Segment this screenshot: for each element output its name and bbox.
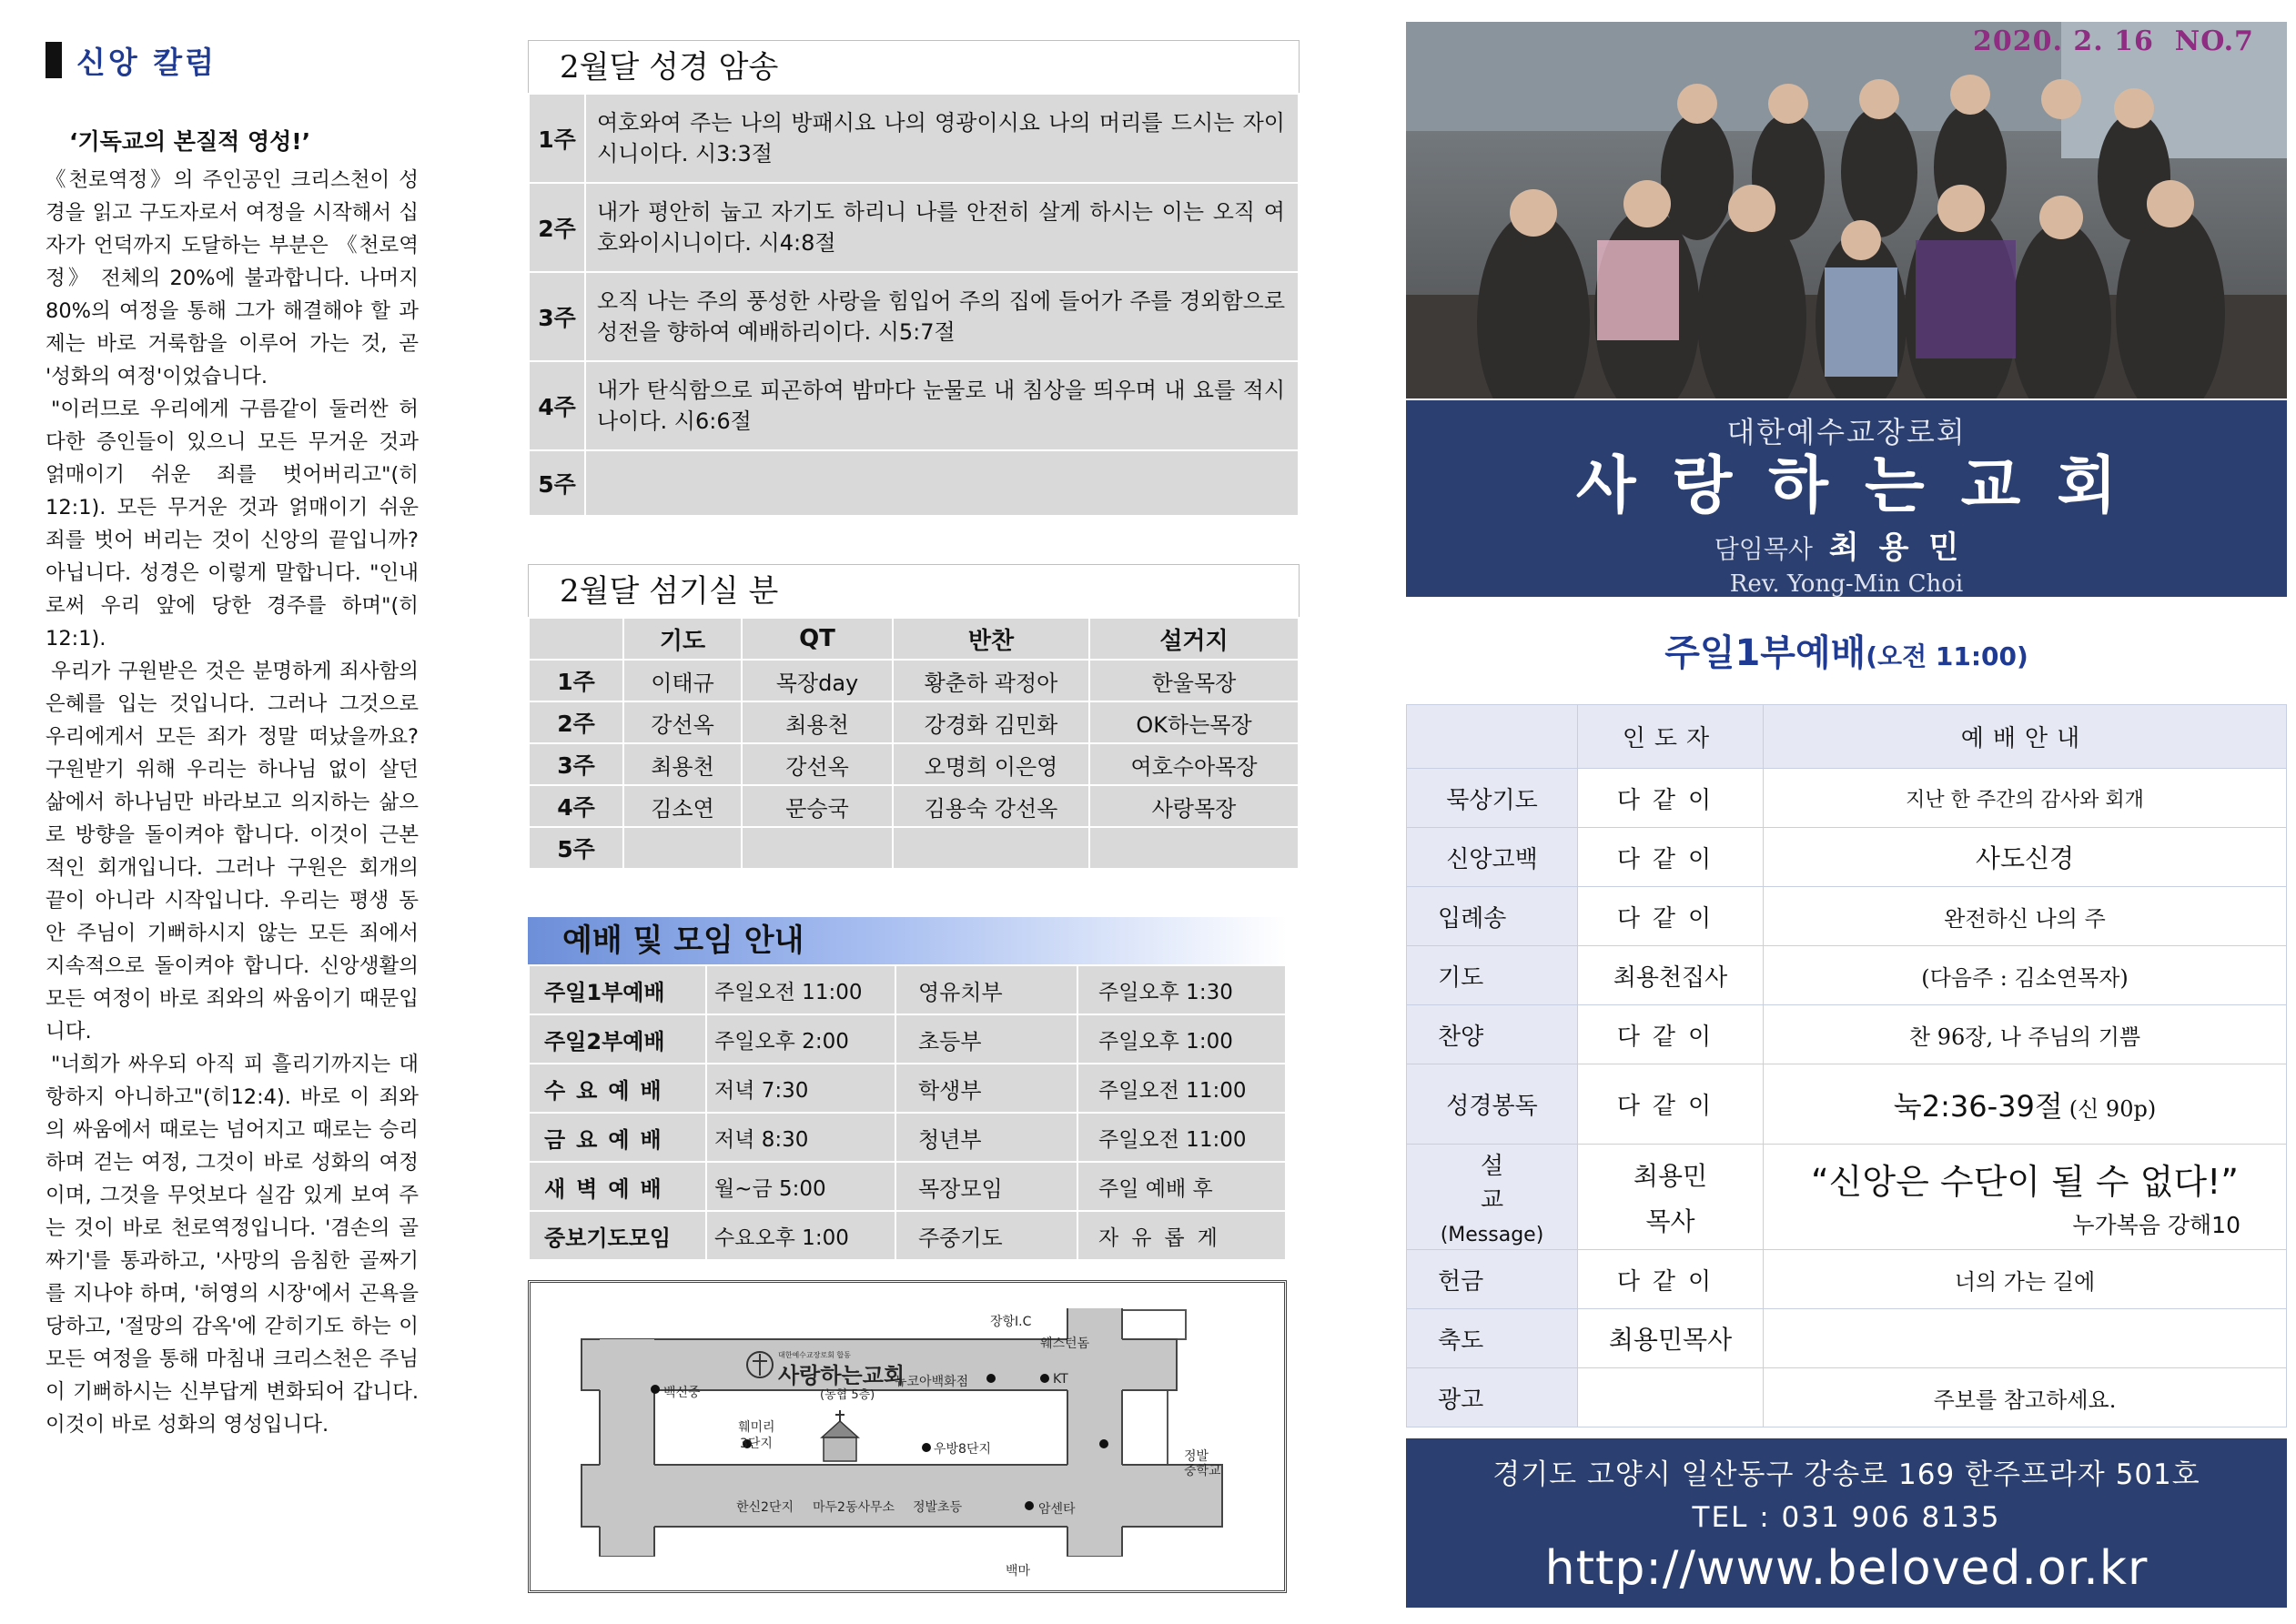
table-cell: 김용숙 강선옥 [893,785,1089,827]
pastor-line [1406,522,2287,567]
church-building-icon [822,1410,858,1461]
contact-band [1406,1438,2287,1608]
table-row [529,1014,1286,1064]
scripture-reference: 눅2:36-39절 [1893,1088,2063,1124]
table-cell: 한울목장 [1089,660,1299,701]
order-leader: 다같이 [1578,887,1764,946]
order-leader [1578,1368,1764,1427]
table-row [529,450,1299,516]
table-row [529,660,1299,701]
order-leader [1578,1145,1764,1250]
map-label: (농협 5층) [820,1388,875,1402]
meeting-name: 목장모임 [895,1162,1077,1211]
pastor-name: 최용민 [1828,530,1979,566]
table-cell [893,827,1089,869]
table-cell: 강선옥 [742,743,893,785]
table-row [529,1113,1286,1162]
meeting-name: 학생부 [895,1064,1077,1113]
table-cell: 최용천 [742,701,893,743]
worship-title [1406,624,2287,676]
week-label: 1주 [529,94,585,183]
order-label: 찬양 [1407,1005,1578,1064]
verse-text: 내가 탄식함으로 피곤하여 밤마다 눈물로 내 침상을 띄우며 내 요를 적시나이다. 시6:6절 [585,361,1299,450]
meeting-time: 자유롭게 [1077,1211,1286,1260]
sermon-series: 누가복음 강해10 [2072,1212,2240,1238]
order-leader: 최용천집사 [1578,946,1764,1005]
order-info: 주보를 참고하세요. [1764,1368,2287,1427]
location-map [528,1280,1287,1593]
order-info: (다음주 : 김소연목자) [1764,946,2287,1005]
table-row [1407,769,2287,828]
denomination: 대한예수교장로회 [1726,415,1967,449]
map-label: 대한예수교장로회 합동 [778,1351,851,1359]
map-label: KT [1053,1372,1068,1387]
map-label: 웨스턴돔 [1040,1337,1090,1351]
order-info [1764,1309,2287,1368]
essay-body [46,164,419,1441]
meetings-table [528,964,1287,1261]
column-header: 기도 [623,618,742,660]
order-leader: 다같이 [1578,828,1764,887]
order-leader: 다같이 [1578,1250,1764,1309]
essay-paragraph: "이러므로 우리에게 구름같이 둘러싼 허다한 증인들이 있으니 모든 무거운 것과 얽매이기 쉬운 죄를 벗어버리고"(히12:1). 모든 무거운 것과 얽매이기 쉬운 죄를 벗어 버리는 것이 신앙의 끝입니까? 아닙니다. 성경은 이렇게 말합니다. "인내로써 우리 앞에 당한 경주를 하며"(히12:1). [46,398,419,651]
order-label: 묵상기도 [1407,769,1578,828]
table-cell: 오명희 이은영 [893,743,1089,785]
column-header [46,35,419,86]
table-header-row [529,618,1299,660]
congregation-photo [1406,22,2287,398]
week-label: 5주 [529,827,623,869]
preacher-title: 목사 [1645,1205,1695,1236]
church-website-link[interactable]: http://www.beloved.or.kr [1544,1541,2149,1596]
table-cell: 김소연 [623,785,742,827]
church-phone: TEL : 031 906 8135 [1692,1501,2001,1534]
table-cell: 황춘하 곽정아 [893,660,1089,701]
meeting-time: 주일오전 11:00 [1077,1064,1286,1113]
table-row [529,1064,1286,1113]
worship-order-table [1406,704,2287,1427]
table-row [529,1211,1286,1260]
table-cell: 목장day [742,660,893,701]
table-cell: 문승국 [742,785,893,827]
table-cell: 사랑목장 [1089,785,1299,827]
column-header: 설거지 [1089,618,1299,660]
table-row [529,183,1299,272]
meeting-name: 수요예배 [529,1064,706,1113]
order-leader: 다같이 [1578,1005,1764,1064]
pastor-label: 담임목사 [1714,534,1813,564]
order-info: 너의 가는 길에 [1764,1250,2287,1309]
order-label: 광고 [1407,1368,1578,1427]
column-header: 반찬 [893,618,1089,660]
meeting-time: 주일오후 1:00 [1077,1014,1286,1064]
scripture-page: (신 90p) [2068,1095,2157,1122]
table-cell: 최용천 [623,743,742,785]
meeting-name: 영유치부 [895,965,1077,1014]
meeting-name: 주중기도 [895,1211,1077,1260]
order-info: 찬 96장, 나 주님의 기쁨 [1764,1005,2287,1064]
map-label: 뉴코아백화점 [895,1375,969,1389]
verse-text: 오직 나는 주의 풍성한 사랑을 힘입어 주의 집에 들어가 주를 경외함으로 성전을 향하여 예배하리이다. 시5:7절 [585,272,1299,361]
order-info [1764,1064,2287,1145]
sermon-label-sub: (Message) [1440,1224,1544,1246]
map-label: 한신2단지 [736,1500,794,1515]
meeting-time: 주일오전 11:00 [706,965,895,1014]
table-row [1407,1064,2287,1145]
pastor-english-name: Rev. Yong-Min Choi [1729,570,1964,598]
table-cell [742,827,893,869]
duty-table [528,617,1300,870]
map-road-left [600,1339,654,1556]
map-label: 3단지 [740,1437,773,1451]
map-label: 마두2동사무소 [813,1500,895,1515]
order-label: 기도 [1407,946,1578,1005]
order-leader: 다같이 [1578,1064,1764,1145]
order-leader: 최용민목사 [1578,1309,1764,1368]
worship-time: (오전 11:00) [1866,641,2028,671]
map-label: 정발 [1184,1449,1209,1464]
order-info [1764,1145,2287,1250]
map-label: 정발초등 [913,1500,963,1515]
week-label: 3주 [529,272,585,361]
order-label: 성경봉독 [1407,1064,1578,1145]
week-label: 2주 [529,701,623,743]
table-row [1407,1145,2287,1250]
table-row [1407,946,2287,1005]
table-cell: 여호수아목장 [1089,743,1299,785]
church-address: 경기도 고양시 일산동구 강송로 169 한주프라자 501호 [1492,1458,2200,1491]
table-row [529,701,1299,743]
faith-column [46,35,419,1441]
order-info: 사도신경 [1764,828,2287,887]
sermon-label: 설교 [1480,1153,1559,1214]
table-row [529,743,1299,785]
table-row [1407,1005,2287,1064]
map-label: 우방8단지 [934,1442,992,1457]
meeting-time: 저녁 7:30 [706,1064,895,1113]
verse-table [528,93,1300,517]
verse-text: 여호와여 주는 나의 방패시요 나의 영광이시요 나의 머리를 드시는 자이시니이다. 시3:3절 [585,94,1299,183]
church-name: 사랑하는교회 [1575,450,2154,522]
table-row [529,1162,1286,1211]
order-info: 지난 한 주간의 감사와 회개 [1764,769,2287,828]
column-header [529,618,623,660]
table-cell: OK하는목장 [1089,701,1299,743]
meeting-name: 주일1부예배 [529,965,706,1014]
meeting-time: 월~금 5:00 [706,1162,895,1211]
meeting-time: 주일 예배 후 [1077,1162,1286,1211]
map-label: 백마 [1006,1564,1031,1579]
table-cell [623,827,742,869]
essay-title: ‘기독교의 본질적 영성!’ [69,128,311,155]
table-row [1407,1309,2287,1368]
sermon-title: “신앙은 수단이 될 수 없다!” [1810,1162,2239,1202]
preacher-name: 최용민 [1633,1160,1708,1191]
order-leader: 다같이 [1578,769,1764,828]
order-label: 신앙고백 [1407,828,1578,887]
week-label: 3주 [529,743,623,785]
order-label: 입례송 [1407,887,1578,946]
column-section-title: 신앙 칼럼 [76,44,217,80]
map-label: 훼미리 [738,1420,775,1435]
date-text: 2020. 2. 16 [1973,25,2154,57]
table-cell: 이태규 [623,660,742,701]
table-row [1407,828,2287,887]
table-row [1407,887,2287,946]
meeting-time: 주일오후 2:00 [706,1014,895,1064]
table-row [529,272,1299,361]
map-label: 중학교 [1184,1464,1221,1478]
duty-section-title: 2월달 섬기실 분 [528,564,1300,617]
table-row [529,965,1286,1014]
week-label: 2주 [529,183,585,272]
meeting-time: 수요오후 1:00 [706,1211,895,1260]
meeting-name: 중보기도모임 [529,1211,706,1260]
table-cell: 강경화 김민화 [893,701,1089,743]
verse-text [585,450,1299,516]
map-label: 암센타 [1038,1502,1076,1517]
order-label: 축도 [1407,1309,1578,1368]
essay-paragraph: 우리가 구원받은 것은 분명하게 죄사함의 은혜를 입는 것입니다. 그러나 그것으로 우리에게서 모든 죄가 정말 떠났을까요? 구원받기 위해 우리는 하나님 없이 살던 삶에서 하나님만 바라보고 의지하는 삶으로 방향을 돌이켜야 합니다. 이것이 근본적인 회개입니다. 그러나 구원은 회개의 끝이 아니라 시작입니다. 우리는 평생 동안 주님이 기뻐하시지 않는 모든 죄에서 지속적으로 돌이켜야 합니다. 신앙생활의 모든 여정이 바로 죄와의 싸움이기 때문입니다. [46,660,419,1044]
header-bar-marker [46,42,62,78]
verse-section-title: 2월달 성경 암송 [528,40,1300,93]
column-header-blank [1407,705,1578,769]
meeting-time: 주일오전 11:00 [1077,1113,1286,1162]
meeting-name: 새벽예배 [529,1162,706,1211]
meeting-time: 주일오후 1:30 [1077,965,1286,1014]
order-info: 완전하신 나의 주 [1764,887,2287,946]
bulletin-date [1973,25,2254,57]
map-road-bottom [582,1465,1222,1527]
congregation-photo-illustration [1406,22,2287,398]
meeting-name: 초등부 [895,1014,1077,1064]
table-row [1407,1368,2287,1427]
table-cell [1089,827,1299,869]
week-label: 4주 [529,361,585,450]
week-label: 1주 [529,660,623,701]
table-cell: 강선옥 [623,701,742,743]
worship-title-text: 주일1부예배 [1664,632,1866,674]
week-label: 5주 [529,450,585,516]
column-header: 인도자 [1578,705,1764,769]
order-label: 헌금 [1407,1250,1578,1309]
map-roads-svg [531,1283,1284,1590]
column-header: 예배안내 [1764,705,2287,769]
map-label: 백신중 [663,1386,701,1400]
map-label: 장항I.C [990,1315,1032,1329]
table-row [529,827,1299,869]
table-header-row [1407,705,2287,769]
essay-paragraph: 《천로역정》의 주인공인 크리스천이 성경을 읽고 구도자로서 여정을 시작해서 십자가 언덕까지 도달하는 부분은 《천로역정》 전체의 20%에 불과합니다. 나머지 80%의 여정을 통해 그가 해결해야 할 과제는 바로 거룩함을 이루어 가는 것, 곧 '성화의 여정'이었습니다. [46,168,419,388]
church-title-band [1406,400,2287,597]
week-label: 4주 [529,785,623,827]
verse-text: 내가 평안히 눕고 자기도 하리니 나를 안전히 살게 하시는 이는 오직 여호와이시니이다. 시4:8절 [585,183,1299,272]
issue-number: NO.7 [2174,25,2254,57]
meeting-name: 청년부 [895,1113,1077,1162]
table-row [1407,1250,2287,1309]
order-label [1407,1145,1578,1250]
table-row [529,785,1299,827]
table-row [529,94,1299,183]
column-header: QT [742,618,893,660]
meetings-section-title: 예배 및 모임 안내 [528,917,1287,964]
map-church-name: 사랑하는교회 [778,1363,905,1388]
meeting-name: 금요예배 [529,1113,706,1162]
table-row [529,361,1299,450]
meeting-time: 저녁 8:30 [706,1113,895,1162]
essay-paragraph: "너희가 싸우되 아직 피 흘리기까지는 대항하지 아니하고"(히12:4). 바로 이 죄와의 싸움에서 때로는 넘어지고 때로는 승리하며 걷는 여정, 그것이 바로 성화의 여정이며, 그것을 무엇보다 실감 있게 보여 주는 것이 바로 천로역정입니다. '겸손의 골짜기'를 통과하고, '사망의 음침한 골짜기를 지나야 하며, '허영의 시장'에서 곤욕을 당하고, '절망의 감옥'에 갇히기도 하는 이 모든 여정을 통해 마침내 크리스천은 주님이 기뻐하시는 신부답게 변화되어 갑니다. 이것이 바로 성화의 영성입니다. [46,1053,419,1437]
meeting-name: 주일2부예배 [529,1014,706,1064]
